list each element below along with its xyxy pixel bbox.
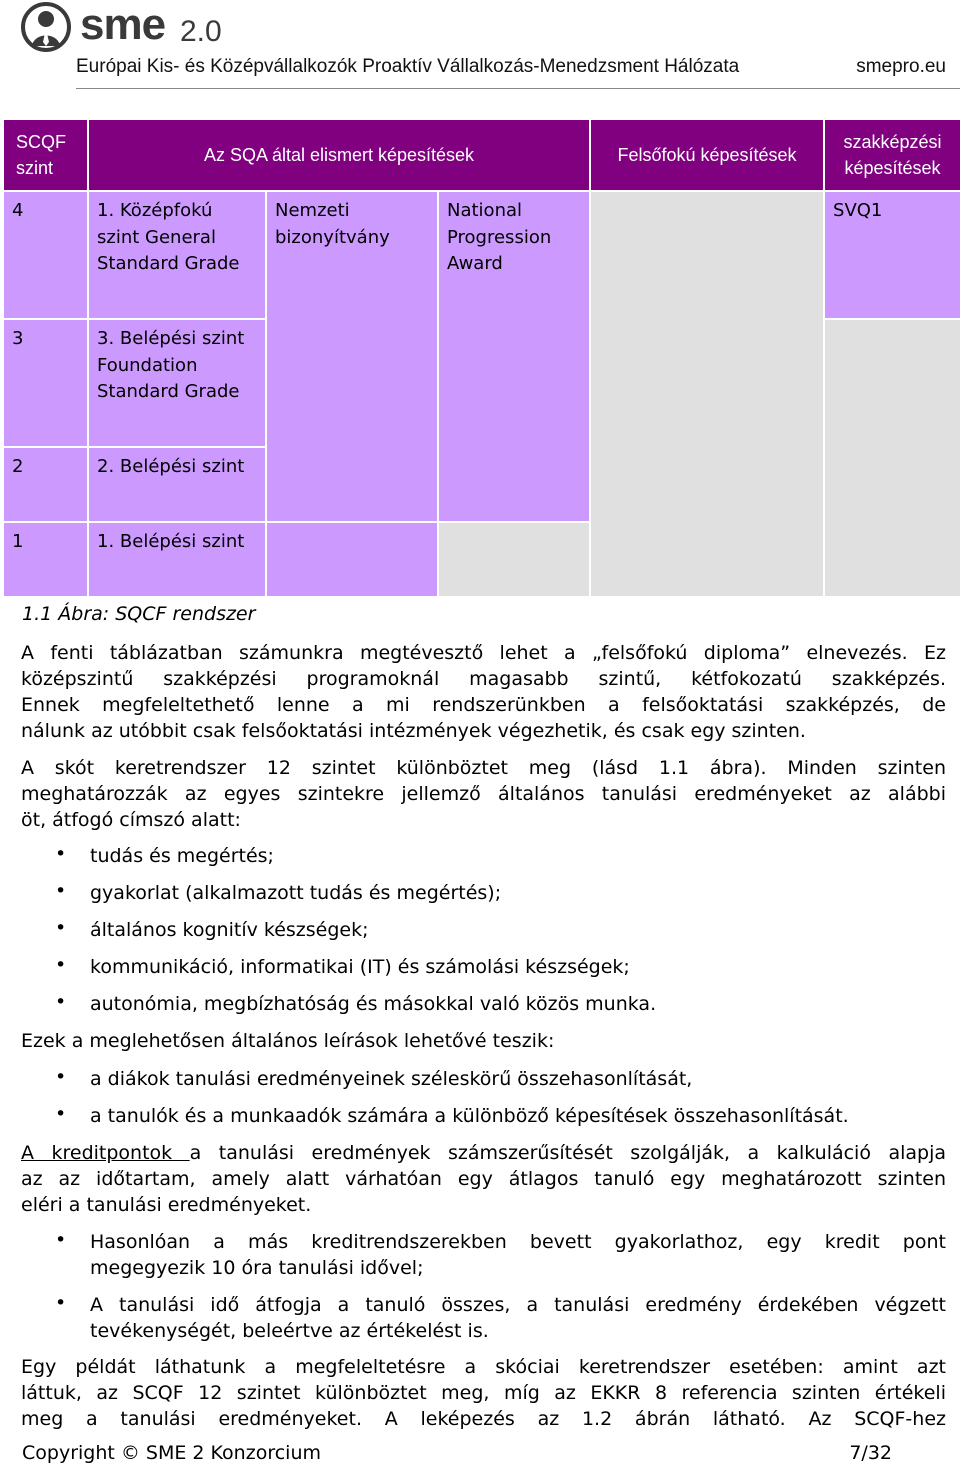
bullet-icon: •	[55, 917, 67, 939]
bullet-icon: •	[55, 991, 67, 1013]
text-line: eléri a tanulási eredményeket.	[21, 1194, 312, 1216]
header-sqa-qualifications: Az SQA által elismert képesítések	[88, 119, 590, 191]
header-higher-qualifications: Felsőfokú képesítések	[590, 119, 824, 191]
header-divider	[76, 88, 960, 89]
level-value: 3	[12, 328, 24, 349]
text-line: megegyezik 10 óra tanulási idővel;	[90, 1257, 424, 1279]
header-scqf-level	[3, 119, 88, 191]
higher-qualification-cell	[590, 191, 824, 597]
text-line: Ezek a meglehetősen általános leírások lehetővé teszik:	[21, 1030, 555, 1052]
qualification-text: 3. Belépési szint Foundation Standard Grade	[97, 328, 245, 402]
paragraph-1	[21, 640, 946, 744]
qualification-text: 1. Belépési szint	[97, 531, 245, 552]
text-line: öt, átfogó címszó alatt:	[21, 809, 241, 831]
qualification-cell	[88, 447, 266, 522]
text-line: A fenti táblázatban számunkra megtévesztő lehet a „felsőfokú diploma” elnevezés. Ez	[21, 642, 946, 664]
footer-copyright: Copyright © SME 2 Konzorcium	[22, 1442, 321, 1464]
national-empty-cell	[266, 522, 438, 597]
text-line: A tanulási idő átfogja a tanuló összes, a tanulási eredmény érdekében végzett	[90, 1294, 946, 1316]
header-label: szakképzési képesítések	[843, 132, 942, 178]
vocational-empty-cell	[824, 319, 960, 597]
level-cell	[3, 319, 88, 447]
paragraph-3	[21, 1028, 946, 1054]
logo-version: 2.0	[180, 15, 222, 48]
paragraph-2	[21, 755, 946, 833]
header-site-link[interactable]: smepro.eu	[856, 56, 946, 77]
progression-award-text: National Progression Award	[447, 200, 552, 274]
list-item-text: tudás és megértés;	[90, 845, 274, 867]
bullet-icon: •	[55, 1066, 67, 1088]
text-line: meghatározzák az egyes szintekre jellemző általános tanulási eredményeket az alábbi	[21, 783, 946, 805]
page-number: 7/32	[849, 1442, 892, 1464]
qualification-cell	[88, 319, 266, 447]
header-tagline: Európai Kis- és Középvállalkozók Proaktív Vállalkozás-Menedzsment Hálózata	[76, 56, 740, 77]
vocational-text: SVQ1	[833, 200, 883, 221]
qualification-cell	[88, 522, 266, 597]
paragraph-5	[21, 1354, 946, 1432]
header-vocational-qualifications	[824, 119, 960, 191]
bullet-icon: •	[55, 1229, 67, 1251]
list-item-text: általános kognitív készségek;	[90, 919, 369, 941]
vocational-cell	[824, 191, 960, 319]
text-line: A skót keretrendszer 12 szintet különböztet meg (lásd 1.1 ábra). Minden szinten	[21, 757, 946, 779]
level-cell	[3, 522, 88, 597]
text-line: középszintű szakképzési programoknál magasabb szintű, kétfokozatú szakképzés.	[21, 668, 946, 690]
qualification-text: 2. Belépési szint	[97, 456, 245, 477]
level-value: 4	[12, 200, 24, 221]
level-cell	[3, 191, 88, 319]
table-row	[3, 191, 960, 319]
kreditpontok-link[interactable]: A kreditpontok	[21, 1142, 190, 1164]
text-line: Ennek megfeleltethető lenne a mi rendszerünkben a felsőoktatási szakképzés, de	[21, 694, 946, 716]
text-line: Hasonlóan a más kreditrendszerekben bevett gyakorlathoz, egy kredit pont	[90, 1231, 946, 1253]
logo-text: sme	[80, 0, 166, 49]
national-certificate-cell	[266, 191, 438, 522]
bullet-icon: •	[55, 880, 67, 902]
page-header	[0, 0, 960, 92]
list-item-text: autonómia, megbízhatóság és másokkal való közös munka.	[90, 993, 657, 1015]
text-line: meg a tanulási eredményeket. A leképezés az 1.2 ábrán látható. Az SCQF-hez	[21, 1408, 946, 1430]
text-line: az az időtartam, amely alatt várhatóan egy átlagos tanuló egy meghatározott szinten	[21, 1168, 946, 1190]
list-item-text: gyakorlat (alkalmazott tudás és megértés);	[90, 882, 502, 904]
list-item-text: a tanulók és a munkaadók számára a különböző képesítések összehasonlítását.	[90, 1105, 849, 1127]
qualification-cell	[88, 191, 266, 319]
table-header-row	[3, 119, 960, 191]
list-item-text	[90, 1229, 946, 1281]
list-item-text: a diákok tanulási eredményeinek széleskörű összehasonlítását,	[90, 1068, 693, 1090]
text-segment: a tanulási eredmények számszerűsítését szolgálják, a kalkuláció alapja	[189, 1142, 946, 1164]
paragraph-4	[21, 1140, 946, 1218]
level-value: 2	[12, 456, 24, 477]
header-label: SCQF szint	[16, 132, 67, 178]
sqcf-table	[2, 118, 960, 598]
bullet-icon: •	[55, 954, 67, 976]
bullet-icon: •	[55, 1103, 67, 1125]
people-logo-icon	[20, 2, 72, 52]
text-line: tevékenységét, beleértve az értékelést is.	[90, 1320, 489, 1342]
qualification-text: 1. Középfokú szint General Standard Grade	[97, 200, 240, 274]
list-item-text	[90, 1292, 946, 1344]
list-item-text: kommunikáció, informatikai (IT) és számolási készségek;	[90, 956, 630, 978]
bullet-icon: •	[55, 1292, 67, 1314]
text-line: láttuk, az SCQF 12 szintet különböztet meg, míg az EKKR 8 referencia szinten értékeli	[21, 1382, 946, 1404]
text-line: Egy példát láthatunk a megfeleltetésre a skóciai keretrendszer esetében: amint azt	[21, 1356, 946, 1378]
text-line	[21, 1140, 946, 1166]
progression-empty-cell	[438, 522, 590, 597]
national-certificate-text: Nemzeti bizonyítvány	[275, 200, 390, 248]
level-cell	[3, 447, 88, 522]
bullet-icon: •	[55, 843, 67, 865]
text-line: nálunk az utóbbit csak felsőoktatási intézmények végezhetik, és csak egy szinten.	[21, 720, 806, 742]
figure-caption: 1.1 Ábra: SQCF rendszer	[22, 603, 256, 625]
level-value: 1	[12, 531, 24, 552]
progression-award-cell	[438, 191, 590, 522]
